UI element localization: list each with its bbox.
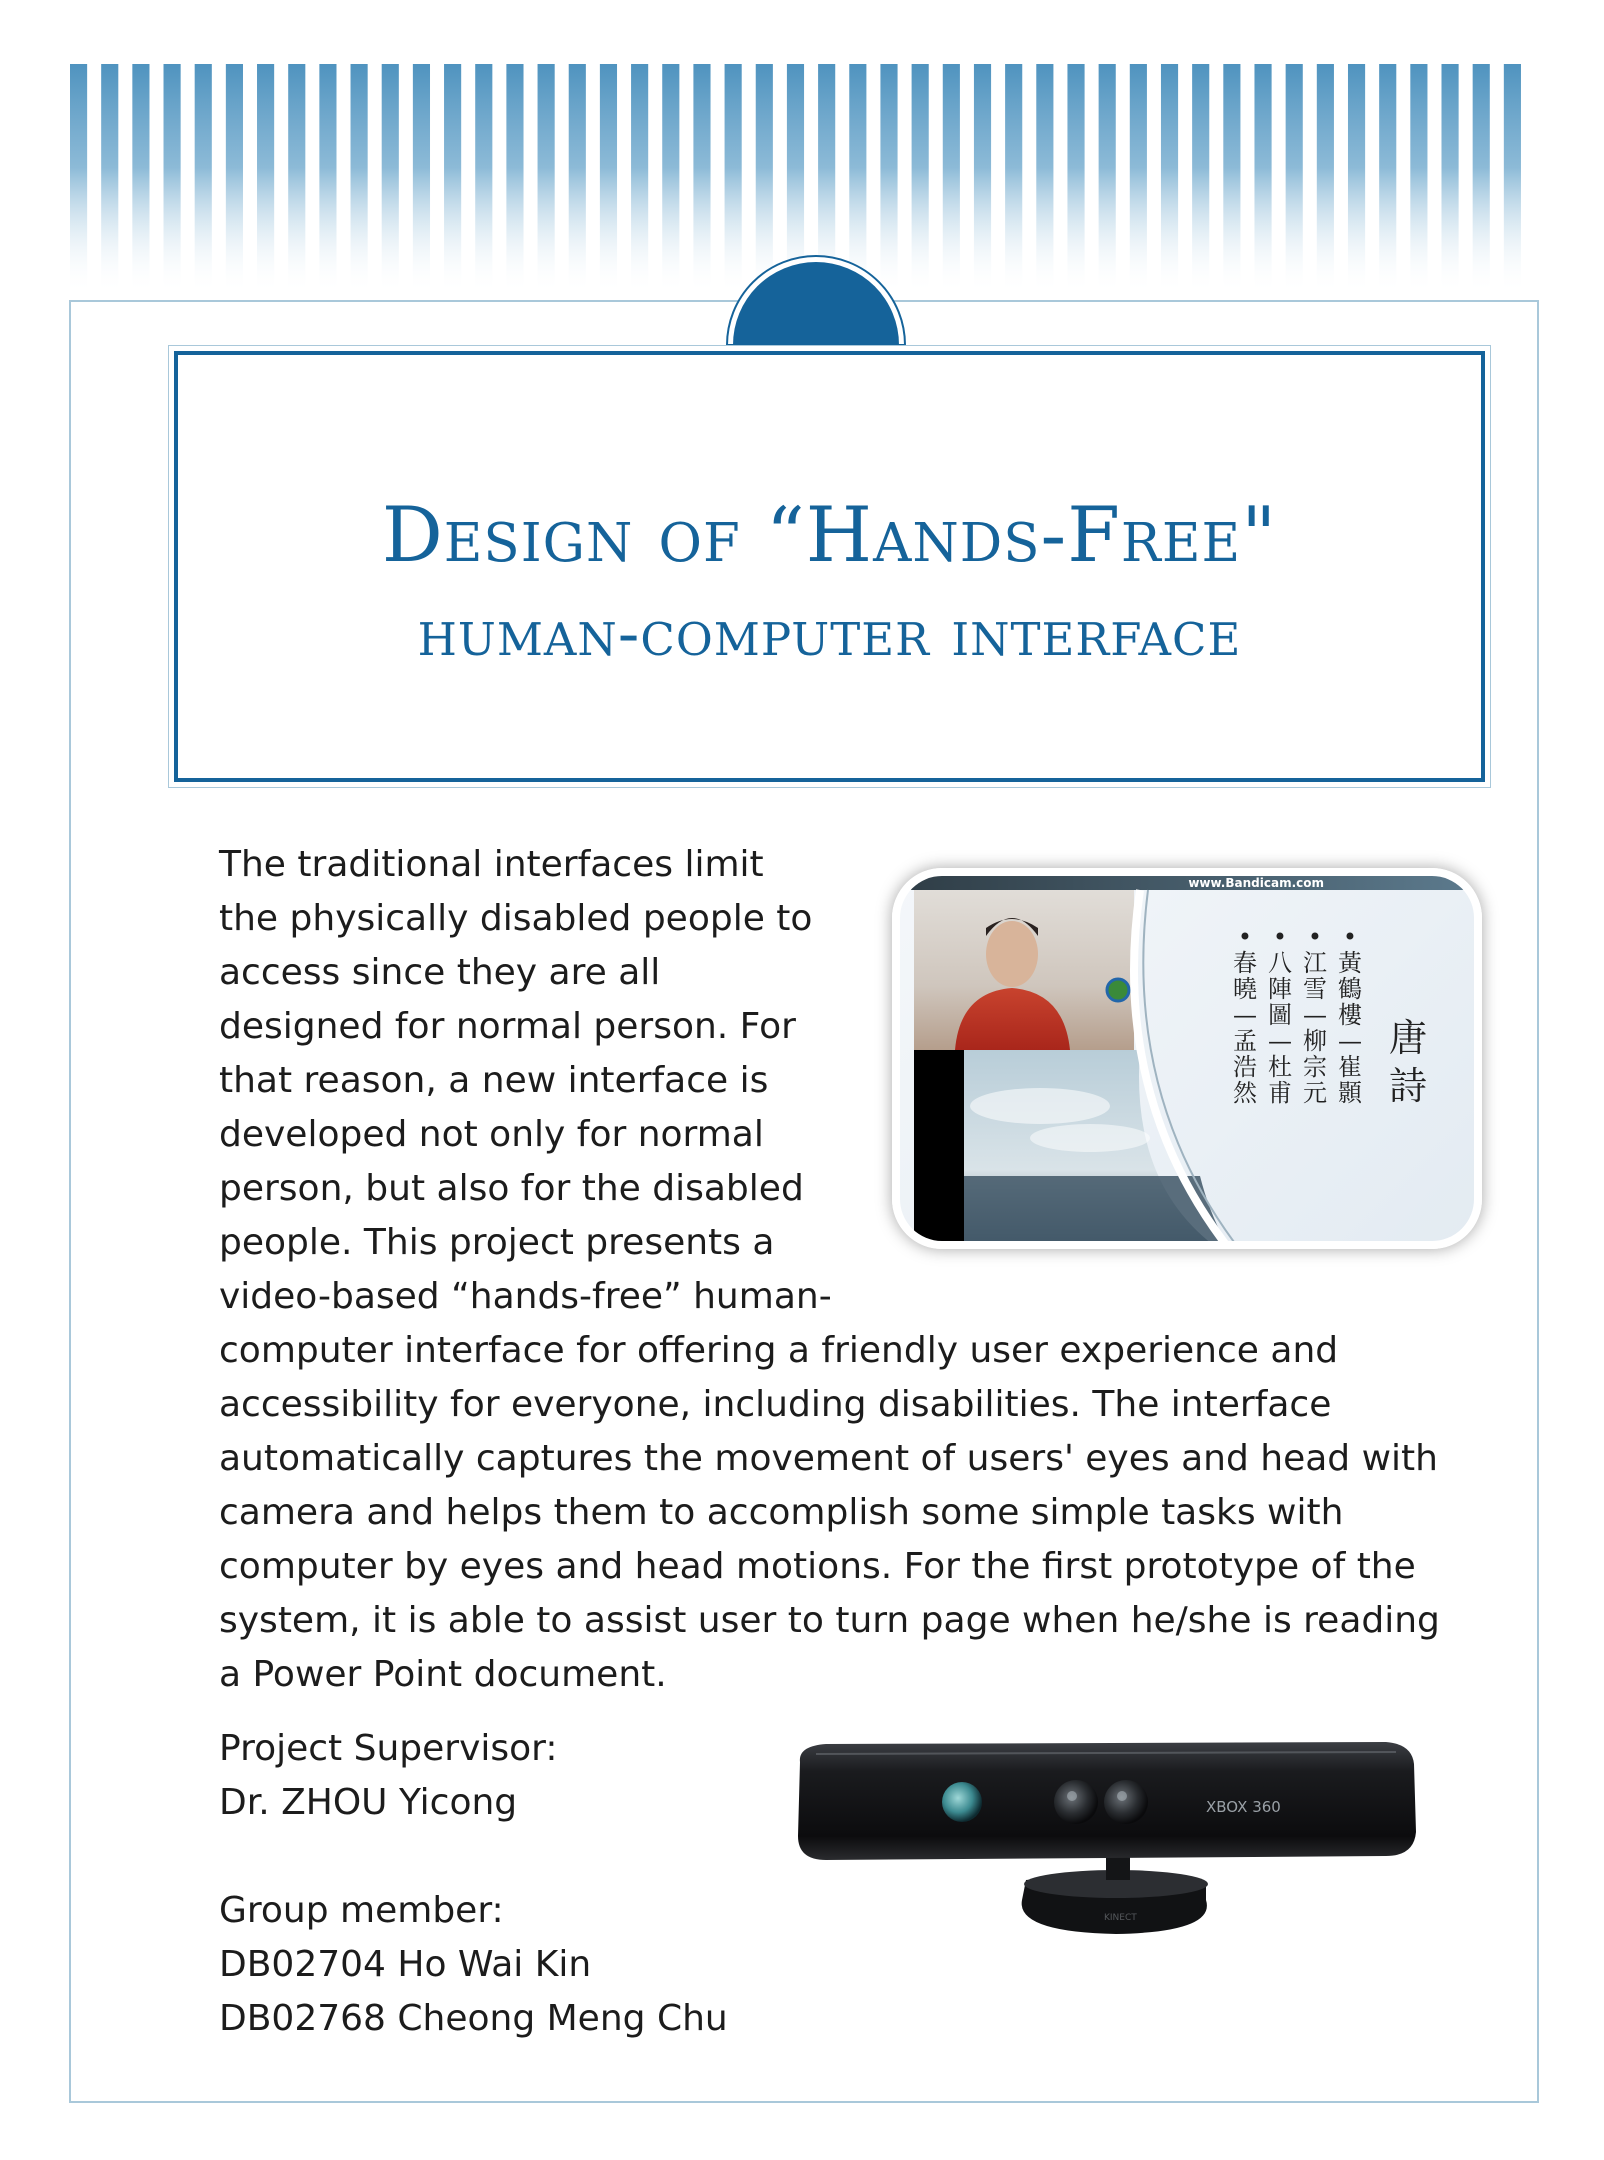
- person-shirt: [955, 988, 1070, 1050]
- screenshot-watermark: www.Bandicam.com: [1188, 876, 1324, 890]
- header-stripe: [1410, 64, 1427, 294]
- header-stripe: [1379, 64, 1396, 294]
- header-stripe: [475, 64, 492, 294]
- header-stripe: [319, 64, 336, 294]
- header-stripe: [1504, 64, 1521, 294]
- header-stripe: [912, 64, 929, 294]
- header-stripe: [1099, 64, 1116, 294]
- header-stripe: [693, 64, 710, 294]
- header-stripe: [382, 64, 399, 294]
- header-stripe: [132, 64, 149, 294]
- header-stripe: [1286, 64, 1303, 294]
- kinect-brand-label: XBOX 360: [1206, 1798, 1281, 1816]
- kinect-sensor-image: [786, 1732, 1426, 1942]
- demo-screenshot: [892, 868, 1482, 1249]
- kinect-base-label: KINECT: [1104, 1913, 1137, 1923]
- header-stripe: [164, 64, 181, 294]
- header-stripe: [1067, 64, 1084, 294]
- header-stripe: [444, 64, 461, 294]
- header-stripe: [226, 64, 243, 294]
- header-stripe: [506, 64, 523, 294]
- title-box: [168, 345, 1491, 788]
- header-stripe: [1473, 64, 1490, 294]
- header-stripe: [257, 64, 274, 294]
- poem-item-3: • 八 陣 圖 — 杜 甫: [1268, 923, 1292, 1107]
- group-label: Group member:: [219, 1890, 504, 1931]
- header-stripe: [1192, 64, 1209, 294]
- header-stripe: [288, 64, 305, 294]
- supervisor-name: Dr. ZHOU Yicong: [219, 1782, 518, 1823]
- credits: [219, 1722, 728, 2046]
- title-line-1: Design of “Hands-Free": [381, 490, 1278, 579]
- header-stripe: [1223, 64, 1240, 294]
- kinect-ir-lens-icon: [942, 1782, 982, 1822]
- group-member-1: DB02704 Ho Wai Kin: [219, 1944, 592, 1985]
- title-border: [174, 351, 1485, 782]
- header-stripe: [1161, 64, 1178, 294]
- kinect-rgb-lens-icon: [1054, 1780, 1098, 1824]
- header-stripe: [70, 64, 87, 294]
- header-stripe: [569, 64, 586, 294]
- header-stripe: [662, 64, 679, 294]
- poem-item-1: • 黃 鶴 樓 — 崔 顥: [1338, 923, 1362, 1107]
- header-stripe: [1254, 64, 1271, 294]
- poem-item-2: • 江 雪 — 柳 宗 元: [1303, 923, 1327, 1107]
- kinect-depth-lens-icon: [1104, 1780, 1148, 1824]
- header-stripe: [538, 64, 555, 294]
- header-stripe: [600, 64, 617, 294]
- header-stripe: [413, 64, 430, 294]
- description-text: The traditional interfaces limit the physically disabled people to access since they are all designed for normal person. For that reason, a new interface is developed not only for normal person, but also for the disabled people. This project presents a video-based “hands-free” human-computer interface for offering a friendly user experience and accessibility for everyone, including disabilities. The interface automatically captures the movement of users' eyes and head with camera and helps them to accomplish some simple tasks with computer by eyes and head motions. For the first prototype of the system, it is able to assist user to turn page when he/she is reading a Power Point document.: [219, 844, 1440, 1695]
- header-stripe: [101, 64, 118, 294]
- header-stripe: [631, 64, 648, 294]
- header-stripe: [943, 64, 960, 294]
- half-circle-decoration: [725, 254, 907, 345]
- person-face: [986, 921, 1038, 987]
- poem-collection-title: 唐 詩: [1388, 1016, 1427, 1108]
- tracking-marker: [1107, 979, 1129, 1001]
- header-stripe: [974, 64, 991, 294]
- supervisor-label: Project Supervisor:: [219, 1728, 558, 1769]
- title-line-2: human-computer interface: [417, 597, 1242, 671]
- header-stripe: [1036, 64, 1053, 294]
- group-member-2: DB02768 Cheong Meng Chu: [219, 1998, 728, 2039]
- header-stripe: [1317, 64, 1334, 294]
- header-stripe: [351, 64, 368, 294]
- header-stripe: [1130, 64, 1147, 294]
- header-stripe: [1348, 64, 1365, 294]
- header-stripe: [1005, 64, 1022, 294]
- header-stripe: [195, 64, 212, 294]
- poem-item-4: • 春 曉 — 孟 浩 然: [1233, 923, 1257, 1107]
- header-stripe: [1441, 64, 1458, 294]
